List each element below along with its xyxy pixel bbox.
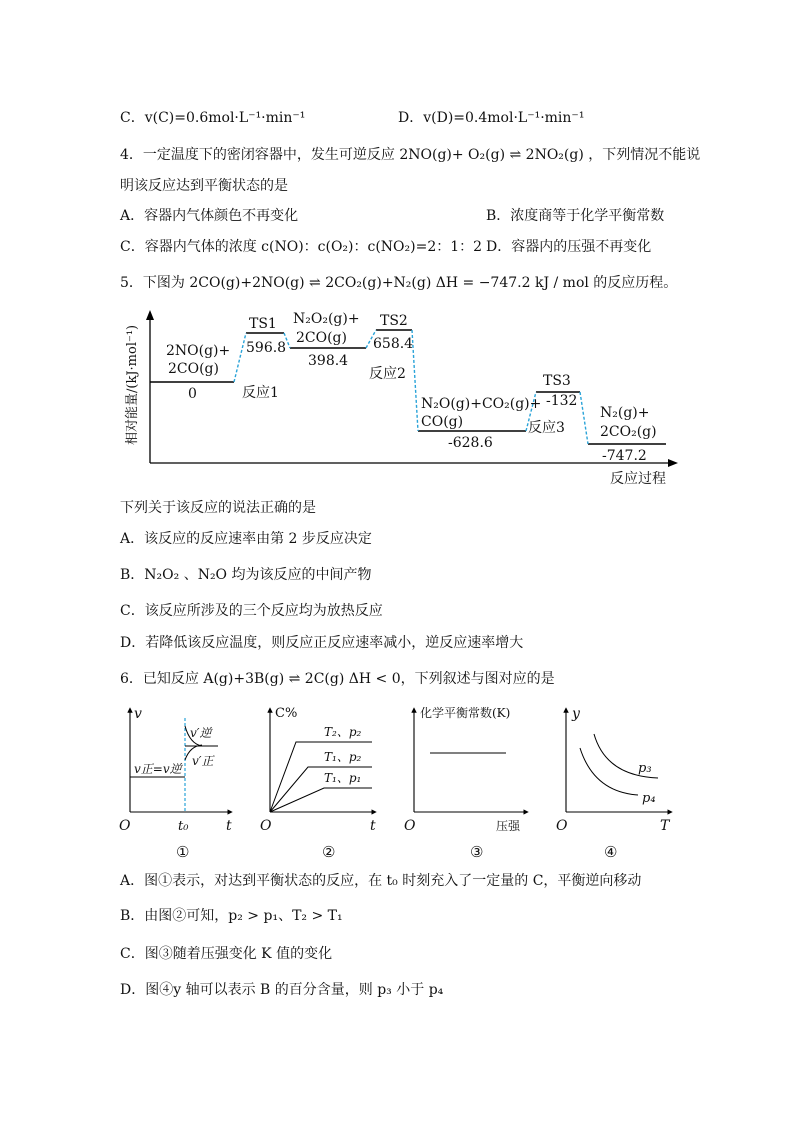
q6-option-a: A．图①表示，对达到平衡状态的反应，在 t₀ 时刻充入了一定量的 C，平衡逆向移动 bbox=[120, 873, 642, 889]
g3-number: ③ bbox=[470, 843, 484, 861]
step2-label: 反应2 bbox=[369, 366, 406, 382]
graph-3 bbox=[404, 705, 526, 861]
g4-xlabel: T bbox=[660, 818, 670, 834]
n2o2-label-2: 2CO(g) bbox=[296, 330, 347, 346]
q5-option-d: D．若降低该反应温度，则反应正反应速率减小，逆反应速率增大 bbox=[120, 635, 524, 651]
g1-v-fwd: v′正 bbox=[192, 754, 214, 768]
g4-ylabel: y bbox=[572, 706, 580, 722]
graph-1 bbox=[119, 706, 232, 861]
products-value: -747.2 bbox=[602, 448, 647, 464]
g2-curve-2: T₁、p₂ bbox=[324, 750, 362, 764]
g1-ylabel: v bbox=[134, 706, 142, 722]
g4-number: ④ bbox=[604, 843, 618, 861]
q5-stem: 5．下图为 2CO(g)+2NO(g) ⇌ 2CO₂(g)+N₂(g) ΔH = −747.2 kJ / mol 的反应历程。 bbox=[120, 275, 678, 291]
q5-option-b: B．N₂O₂ 、N₂O 均为该反应的中间产物 bbox=[120, 567, 372, 583]
g1-xlabel: t bbox=[226, 818, 232, 834]
connector-1 bbox=[234, 333, 246, 382]
g1-v-eq: v正=v逆 bbox=[134, 762, 182, 776]
reactants-label-1: 2NO(g)+ bbox=[166, 343, 231, 359]
q5-option-a: A．该反应的反应速率由第 2 步反应决定 bbox=[120, 531, 372, 547]
q4-stem-line2: 明该反应达到平衡状态的是 bbox=[120, 178, 288, 194]
g3-origin: O bbox=[404, 818, 416, 834]
n2o2-label-1: N₂O₂(g)+ bbox=[293, 311, 360, 327]
reactants-value: 0 bbox=[188, 386, 197, 402]
q3-option-d: D．v(D)=0.4mol·L⁻¹·min⁻¹ bbox=[398, 110, 585, 126]
g2-curve-1: T₂、p₂ bbox=[324, 725, 362, 739]
q6-option-c: C．图③随着压强变化 K 值的变化 bbox=[120, 946, 333, 962]
graph-4 bbox=[556, 706, 671, 861]
energy-profile-diagram bbox=[118, 300, 688, 490]
q4-option-c: C．容器内气体的浓度 c(NO)：c(O₂)：c(NO₂)=2：1：2 bbox=[120, 239, 483, 255]
g2-curve-3: T₁、p₁ bbox=[324, 771, 362, 785]
g1-t0: t₀ bbox=[178, 819, 189, 834]
q6-option-d: D．图④y 轴可以表示 B 的百分含量，则 p₃ 小于 p₄ bbox=[120, 982, 444, 998]
g3-xlabel: 压强 bbox=[496, 819, 521, 833]
q3-option-c: C．v(C)=0.6mol·L⁻¹·min⁻¹ bbox=[120, 110, 306, 126]
n2o2-value: 398.4 bbox=[308, 353, 349, 369]
ts3-value: -132 bbox=[546, 393, 578, 409]
g2-number: ② bbox=[322, 843, 336, 861]
q4-stem-line1: 4．一定温度下的密闭容器中，发生可逆反应 2NO(g)+ O₂(g) ⇌ 2NO₂(g) ，下列情况不能说 bbox=[120, 147, 701, 163]
q6-option-b: B．由图②可知，p₂ > p₁、T₂ > T₁ bbox=[120, 908, 343, 924]
q4-option-d: D．容器内的压强不再变化 bbox=[486, 239, 652, 255]
energy-axis-label: 相对能量/(kJ·mol⁻¹) bbox=[125, 324, 140, 445]
q5-option-c: C．该反应所涉及的三个反应均为放热反应 bbox=[120, 603, 383, 619]
q6-stem: 6．已知反应 A(g)+3B(g) ⇌ 2C(g) ΔH < 0，下列叙述与图对应的是 bbox=[120, 671, 555, 687]
g2-ylabel: C% bbox=[275, 706, 298, 721]
graph-2 bbox=[260, 706, 376, 861]
four-graphs bbox=[118, 700, 678, 865]
n2o-label-2: CO(g) bbox=[421, 414, 464, 430]
g4-curve-p4: p₄ bbox=[642, 791, 656, 806]
g4-curve-p3: p₃ bbox=[638, 761, 652, 776]
g1-number: ① bbox=[176, 843, 190, 861]
reaction-coordinate-label: 反应过程 bbox=[610, 471, 666, 487]
step1-label: 反应1 bbox=[242, 385, 279, 401]
ts1-value: 596.8 bbox=[246, 340, 287, 356]
g1-origin: O bbox=[119, 818, 131, 834]
q4-option-a: A．容器内气体颜色不再变化 bbox=[120, 208, 299, 224]
g1-v-rev: v′逆 bbox=[190, 726, 212, 740]
products-label-1: N₂(g)+ bbox=[600, 405, 650, 421]
g4-origin: O bbox=[556, 818, 568, 834]
connector-6 bbox=[580, 392, 588, 444]
n2o-label-1: N₂O(g)+CO₂(g)+ bbox=[421, 396, 542, 412]
reactants-label-2: 2CO(g) bbox=[168, 361, 219, 377]
n2o-value: -628.6 bbox=[448, 435, 493, 451]
ts2-value: 658.4 bbox=[373, 336, 414, 352]
g2-origin: O bbox=[260, 818, 272, 834]
products-label-2: 2CO₂(g) bbox=[600, 424, 657, 440]
q4-option-b: B．浓度商等于化学平衡常数 bbox=[486, 208, 665, 224]
ts1-label: TS1 bbox=[249, 316, 277, 332]
g2-xlabel: t bbox=[370, 818, 376, 834]
step3-label: 反应3 bbox=[528, 420, 565, 436]
g3-ylabel: 化学平衡常数(K) bbox=[420, 706, 511, 720]
ts3-label: TS3 bbox=[543, 373, 571, 389]
q5-after: 下列关于该反应的说法正确的是 bbox=[120, 500, 316, 516]
ts2-label: TS2 bbox=[380, 313, 408, 329]
